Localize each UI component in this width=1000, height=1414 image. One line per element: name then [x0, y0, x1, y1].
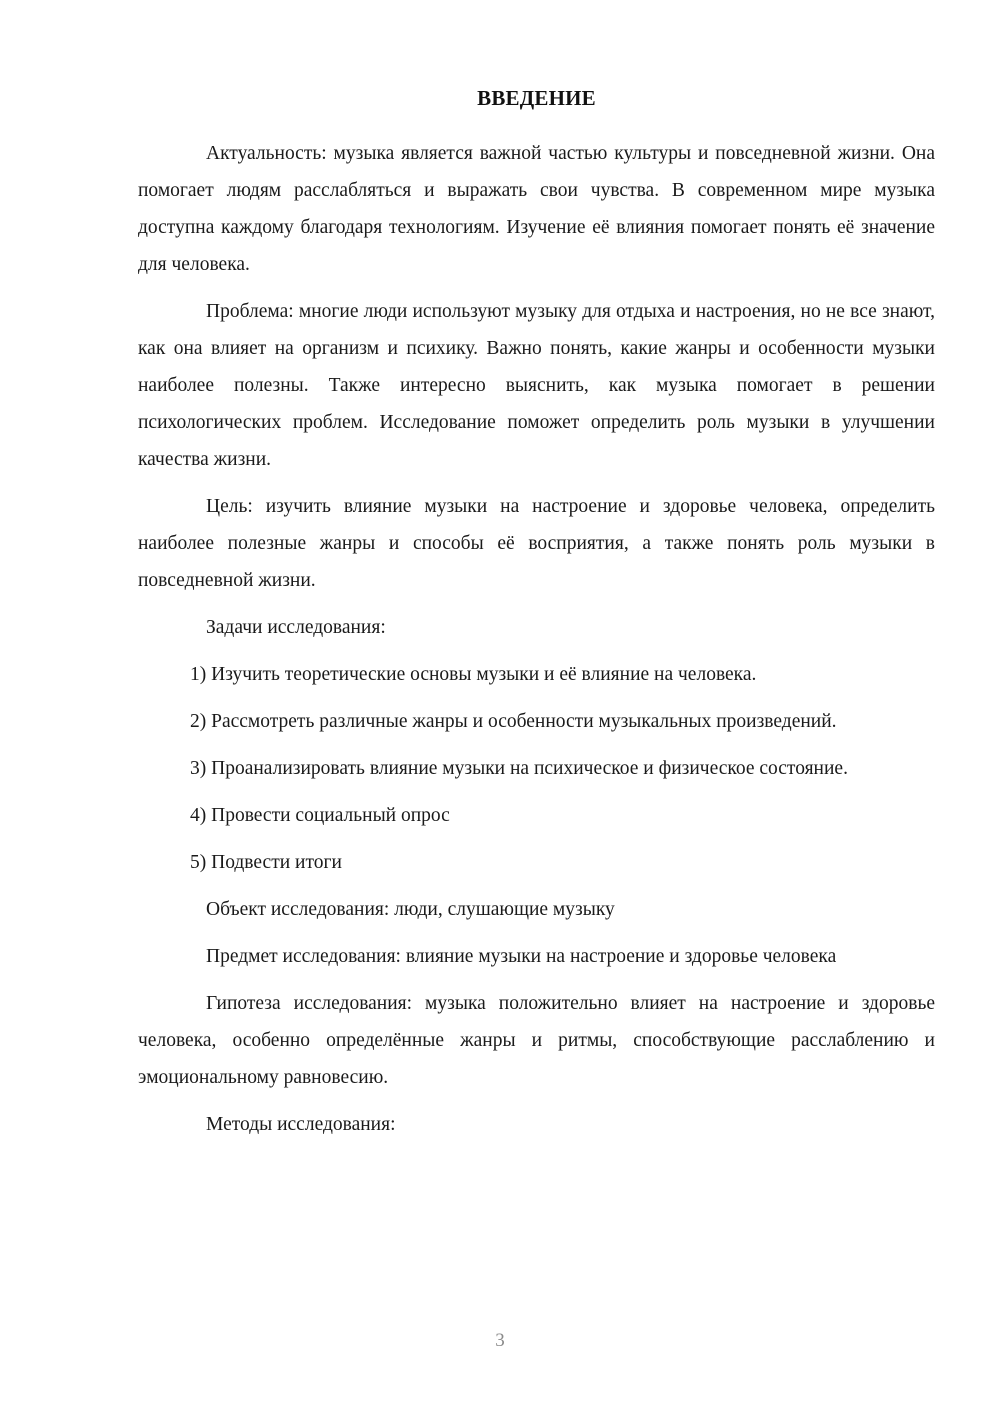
task-item-1: 1) Изучить теоретические основы музыки и её влияние на человека. — [190, 664, 757, 685]
paragraph-problem: Проблема: многие люди используют музыку для отдыха и настроения, но не все знают, как она влияет на организм и психику. Важно понять, какие жанры и особенности музыки наиболее полезны. Также интересно выяснить, как музыка помогает в решении психологических проблем. Исследование поможет определить роль музыки в улучшении качества жизни. — [138, 301, 935, 470]
task-item-4: 4) Провести социальный опрос — [190, 805, 450, 826]
task-item-2: 2) Рассмотреть различные жанры и особенности музыкальных произведений. — [190, 711, 837, 732]
paragraph-hypothesis: Гипотеза исследования: музыка положительно влияет на настроение и здоровье человека, особенно определённые жанры и ритмы, способствующие расслаблению и эмоциональному равновесию. — [138, 993, 935, 1088]
paragraph-goal: Цель: изучить влияние музыки на настроение и здоровье человека, определить наиболее полезные жанры и способы её восприятия, а также понять роль музыки в повседневной жизни. — [138, 496, 935, 591]
paragraph-subject: Предмет исследования: влияние музыки на настроение и здоровье человека — [206, 946, 837, 967]
page-number: 3 — [495, 1330, 505, 1351]
body-text-block — [138, 135, 935, 1143]
tasks-heading: Задачи исследования: — [206, 617, 386, 638]
page-title: ВВЕДЕНИЕ — [477, 86, 596, 110]
paragraph-object: Объект исследования: люди, слушающие музыку — [206, 899, 615, 920]
paragraph-relevance: Актуальность: музыка является важной частью культуры и повседневной жизни. Она помогает людям расслабляться и выражать свои чувства. В современном мире музыка доступна каждому благодаря технологиям. Изучение её влияния помогает понять её значение для человека. — [138, 143, 935, 275]
task-item-5: 5) Подвести итоги — [190, 852, 342, 873]
page-content — [138, 88, 935, 1153]
task-item-3: 3) Проанализировать влияние музыки на психическое и физическое состояние. — [190, 758, 848, 779]
methods-heading: Методы исследования: — [206, 1114, 396, 1135]
